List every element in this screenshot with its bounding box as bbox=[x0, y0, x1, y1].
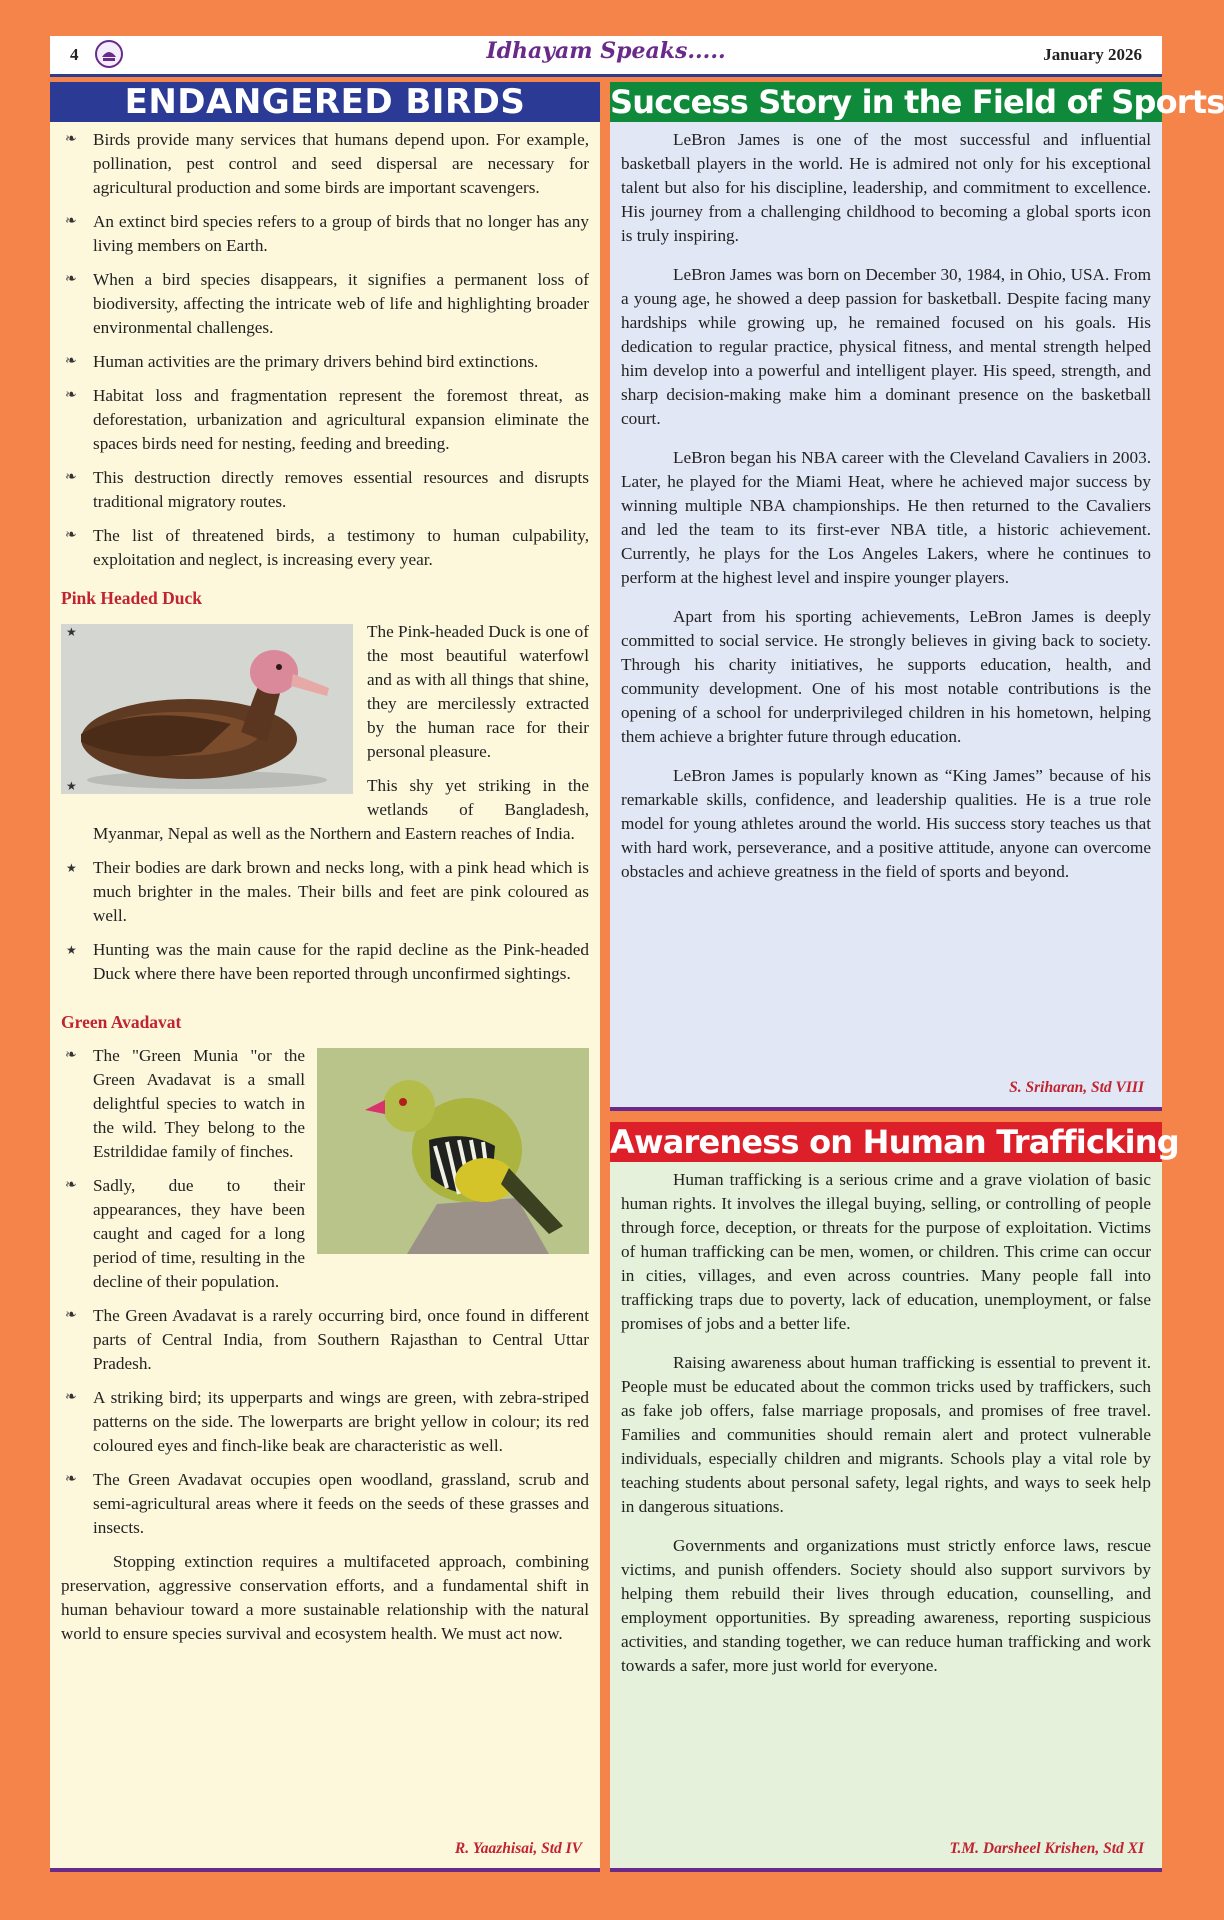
list-item: ❧ This destruction directly removes essential resources and disrupts traditional migratory routes. bbox=[61, 466, 589, 514]
list-item: ❧ Habitat loss and fragmentation represent the foremost threat, as deforestation, urbanization and agricultural expansion eliminate the spaces birds need for nesting, feeding and breeding. bbox=[61, 384, 589, 456]
article-title: ENDANGERED BIRDS bbox=[50, 82, 600, 122]
list-item: ❧ The "Green Munia "or the Green Avadavat is a small delightful species to watch in the wild. They belong to the Estrildidae family of finches. bbox=[61, 1044, 589, 1164]
article-title: Success Story in the Field of Sports bbox=[610, 83, 1224, 121]
human-trafficking-article bbox=[610, 1122, 1179, 1872]
paragraph: LeBron James was born on December 30, 1984, in Ohio, USA. From a young age, he showed a deep passion for basketball. Despite facing many hardships while growing up, he remained focused on his goals. His dedication to regular practice, physical fitness, and mental strength helped him develop into a powerful and intelligent player. His speed, strength, and sharp decision-making make him a dominant presence on the basketball court. bbox=[621, 265, 1151, 428]
list-item: ❧ Sadly, due to their appearances, they have been caught and caged for a long period of time, resulting in the decline of their population. bbox=[61, 1174, 589, 1294]
green-avadavat-heading: Green Avadavat bbox=[61, 1012, 182, 1032]
paragraph: LeBron began his NBA career with the Cleveland Cavaliers in 2003. Later, he played for the Miami Heat, where he achieved major success by winning multiple NBA championships. He then returned to the Cavaliers and led the team to its first-ever NBA title, a historic achievement. Currently, he plays for the Los Angeles Lakers, where he continues to perform at the highest level and inspire younger players. bbox=[621, 448, 1151, 587]
author-byline: T.M. Darsheel Krishen, Std XI bbox=[949, 1840, 1144, 1857]
page-header bbox=[50, 36, 1162, 77]
list-item: ❧ Human activities are the primary drivers behind bird extinctions. bbox=[61, 350, 589, 374]
conclusion-paragraph: Stopping extinction requires a multifaceted approach, combining preservation, aggressive conservation efforts, and a fundamental shift in human behaviour toward a more sustainable relationship with the natural world to ensure species survival and ecosystem health. We must act now. bbox=[61, 1552, 589, 1643]
magazine-title: Idhayam Speaks..... bbox=[486, 38, 726, 64]
sports-success-article bbox=[610, 82, 1224, 1111]
list-item: ★ The Pink-headed Duck is one of the most beautiful waterfowl and as with all things that shine, they are mercilessly extracted by the human race for their personal pleasure. bbox=[61, 620, 589, 764]
list-item: ❧ A striking bird; its upperparts and wings are green, with zebra-striped patterns on the side. The lowerparts are bright yellow in colour; its red coloured eyes and finch-like beak are characteristic as well. bbox=[61, 1386, 589, 1458]
list-item: ❧ The Green Avadavat is a rarely occurring bird, once found in different parts of Central India, from Southern Rajasthan to Central Uttar Pradesh. bbox=[61, 1304, 589, 1376]
list-item: ❧ The list of threatened birds, a testimony to human culpability, exploitation and neglect, is increasing every year. bbox=[61, 524, 589, 572]
paragraph: LeBron James is one of the most successful and influential basketball players in the world. He is admired not only for his exceptional talent but also for his discipline, leadership, and commitment to excellence. His journey from a challenging childhood to becoming a global sports icon is truly inspiring. bbox=[621, 130, 1151, 245]
list-item: ❧ When a bird species disappears, it signifies a permanent loss of biodiversity, affecting the intricate web of life and highlighting broader environmental challenges. bbox=[61, 268, 589, 340]
list-item: ❧ An extinct bird species refers to a group of birds that no longer has any living members on Earth. bbox=[61, 210, 589, 258]
list-item: ★ Hunting was the main cause for the rapid decline as the Pink-headed Duck where there have been reported through unconfirmed sightings. bbox=[61, 938, 589, 986]
intro-list bbox=[61, 128, 589, 572]
paragraph: Apart from his sporting achievements, LeBron James is deeply committed to social service. He strongly believes in giving back to society. Through his charity initiatives, he supports education, health, and community development. One of his most notable contributions is the opening of a school for underprivileged children in his hometown, helping them achieve a brighter future through education. bbox=[621, 607, 1151, 746]
paragraph: Human trafficking is a serious crime and a grave violation of basic human rights. It involves the illegal buying, selling, or controlling of people through force, deception, or threats for the purpose of exploitation. Victims of human trafficking can be men, women, or children. This crime can occur in cities, villages, and even across countries. Many people fall into trafficking traps due to poverty, lack of education, unemployment, or false promises of jobs and a better life. bbox=[621, 1170, 1151, 1333]
author-byline: R. Yaazhisai, Std IV bbox=[454, 1840, 582, 1857]
list-item: ★ Their bodies are dark brown and necks long, with a pink head which is much brighter in the males. Their bills and feet are pink coloured as well. bbox=[61, 856, 589, 928]
paragraph: LeBron James is popularly known as “King James” because of his remarkable skills, confidence, and leadership qualities. He is a true role model for young athletes around the world. His success story teaches us that with hard work, perseverance, and a positive attitude, anyone can overcome obstacles and achieve greatness in the field of sports and beyond. bbox=[621, 766, 1151, 881]
page-number: 4 bbox=[70, 45, 79, 64]
duck-facts-list bbox=[61, 620, 589, 986]
article-title: Awareness on Human Trafficking bbox=[610, 1123, 1179, 1161]
list-item: ❧ Birds provide many services that humans depend upon. For example, pollination, pest control and seed dispersal are necessary for agricultural production and some birds are important scavengers. bbox=[61, 128, 589, 200]
list-item: ★ This shy yet striking in the wetlands of Bangladesh, Myanmar, Nepal as well as the Northern and Eastern reaches of India. bbox=[61, 774, 589, 846]
pink-headed-duck-heading: Pink Headed Duck bbox=[61, 588, 202, 608]
avadavat-facts-list bbox=[61, 1044, 589, 1540]
issue-date: January 2026 bbox=[1043, 45, 1142, 64]
paragraph: Raising awareness about human trafficking is essential to prevent it. People must be educated about the common tricks used by traffickers, such as fake job offers, false marriage proposals, and promises of free travel. Families and communities should remain alert and protect vulnerable individuals, especially children and migrants. Schools play a vital role by teaching students about personal safety, legal rights, and ways to seek help in dangerous situations. bbox=[621, 1353, 1151, 1516]
endangered-birds-article bbox=[50, 82, 600, 1872]
paragraph: Governments and organizations must strictly enforce laws, rescue victims, and punish offenders. Society should also support survivors by helping them rebuild their lives through education, counselling, and employment opportunities. By spreading awareness, reporting suspicious activities, and standing together, we can reduce human trafficking and work towards a safer, more just world for everyone. bbox=[621, 1536, 1151, 1675]
list-item: ❧ The Green Avadavat occupies open woodland, grassland, scrub and semi-agricultural areas where it feeds on the seeds of these grasses and insects. bbox=[61, 1468, 589, 1540]
author-byline: S. Sriharan, Std VIII bbox=[1009, 1079, 1144, 1096]
